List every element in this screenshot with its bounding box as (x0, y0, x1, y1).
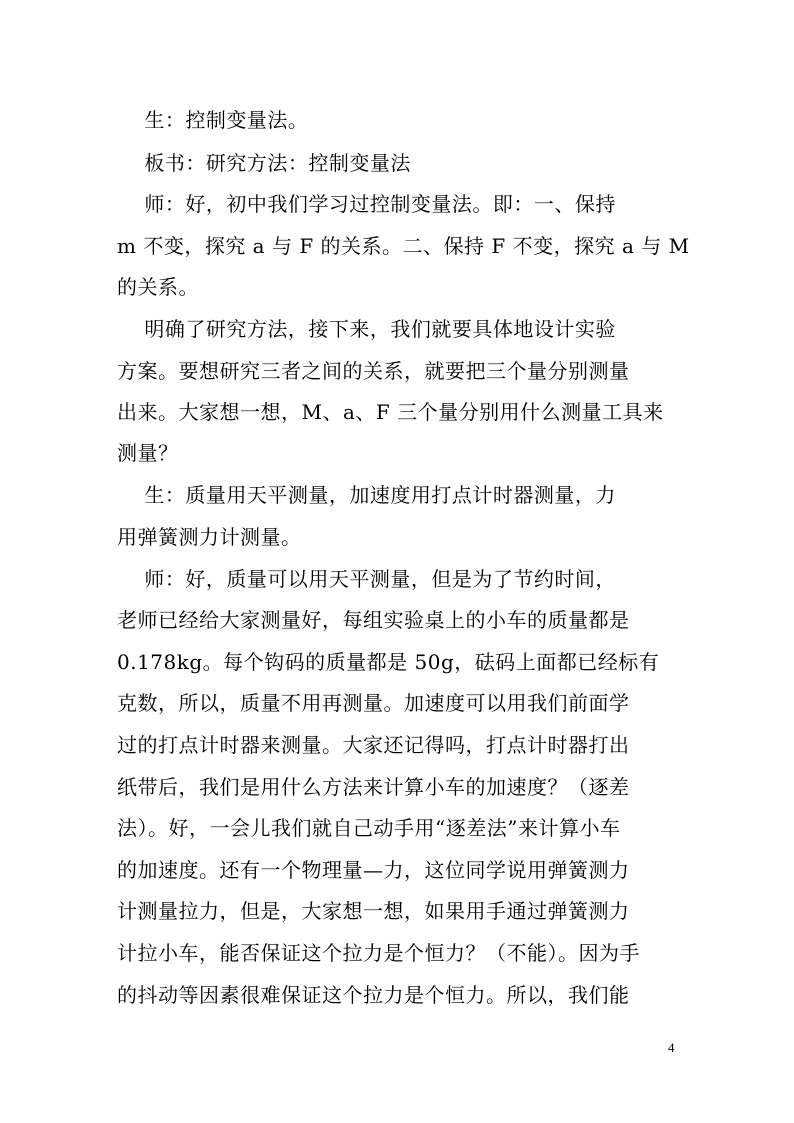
text-line: 老师已经给大家测量好，每组实验桌上的小车的质量都是 (117, 608, 630, 632)
text-line: 纸带后，我们是用什么方法来计算小车的加速度？（逐差 (117, 775, 630, 799)
text-line: 的关系。 (117, 275, 199, 299)
text-line: 过的打点计时器来测量。大家还记得吗，打点计时器打出 (117, 733, 630, 757)
text-line: 师：好，初中我们学习过控制变量法。即：一、保持 (117, 192, 616, 216)
text-line: 的抖动等因素很难保证这个拉力是个恒力。所以，我们能 (117, 983, 630, 1007)
text-line: 师：好，质量可以用天平测量，但是为了节约时间， (117, 567, 616, 591)
text-line: 法）。好，一会儿我们就自己动手用“逐差法”来计算小车 (117, 816, 621, 840)
text-line: 方案。要想研究三者之间的关系，就要把三个量分别测量 (117, 359, 630, 383)
text-line: 0.178kg。每个钩码的质量都是 50g，砝码上面都已经标有 (117, 650, 660, 674)
text-line: 明确了研究方法，接下来，我们就要具体地设计实验 (117, 317, 616, 341)
text-line: 测量？ (117, 441, 179, 465)
text-line: 的加速度。还有一个物理量—力，这位同学说用弹簧测力 (117, 858, 630, 882)
text-line: 板书：研究方法：控制变量法 (117, 151, 411, 175)
text-line: 出来。大家想一想，M、a、F 三个量分别用什么测量工具来 (117, 400, 664, 424)
text-line: 生：质量用天平测量，加速度用打点计时器测量，力 (117, 483, 616, 507)
text-line: 计拉小车，能否保证这个拉力是个恒力？（不能）。因为手 (117, 941, 640, 965)
text-line: 克数，所以，质量不用再测量。加速度可以用我们前面学 (117, 691, 630, 715)
text-line: 用弹簧测力计测量。 (117, 525, 302, 549)
text-line: m 不变，探究 a 与 F 的关系。二、保持 F 不变，探究 a 与 M (117, 234, 690, 258)
text-line: 生：控制变量法。 (117, 108, 309, 132)
text-line: 计测量拉力，但是，大家想一想，如果用手通过弹簧测力 (117, 899, 630, 923)
page-number: 4 (668, 1040, 675, 1055)
